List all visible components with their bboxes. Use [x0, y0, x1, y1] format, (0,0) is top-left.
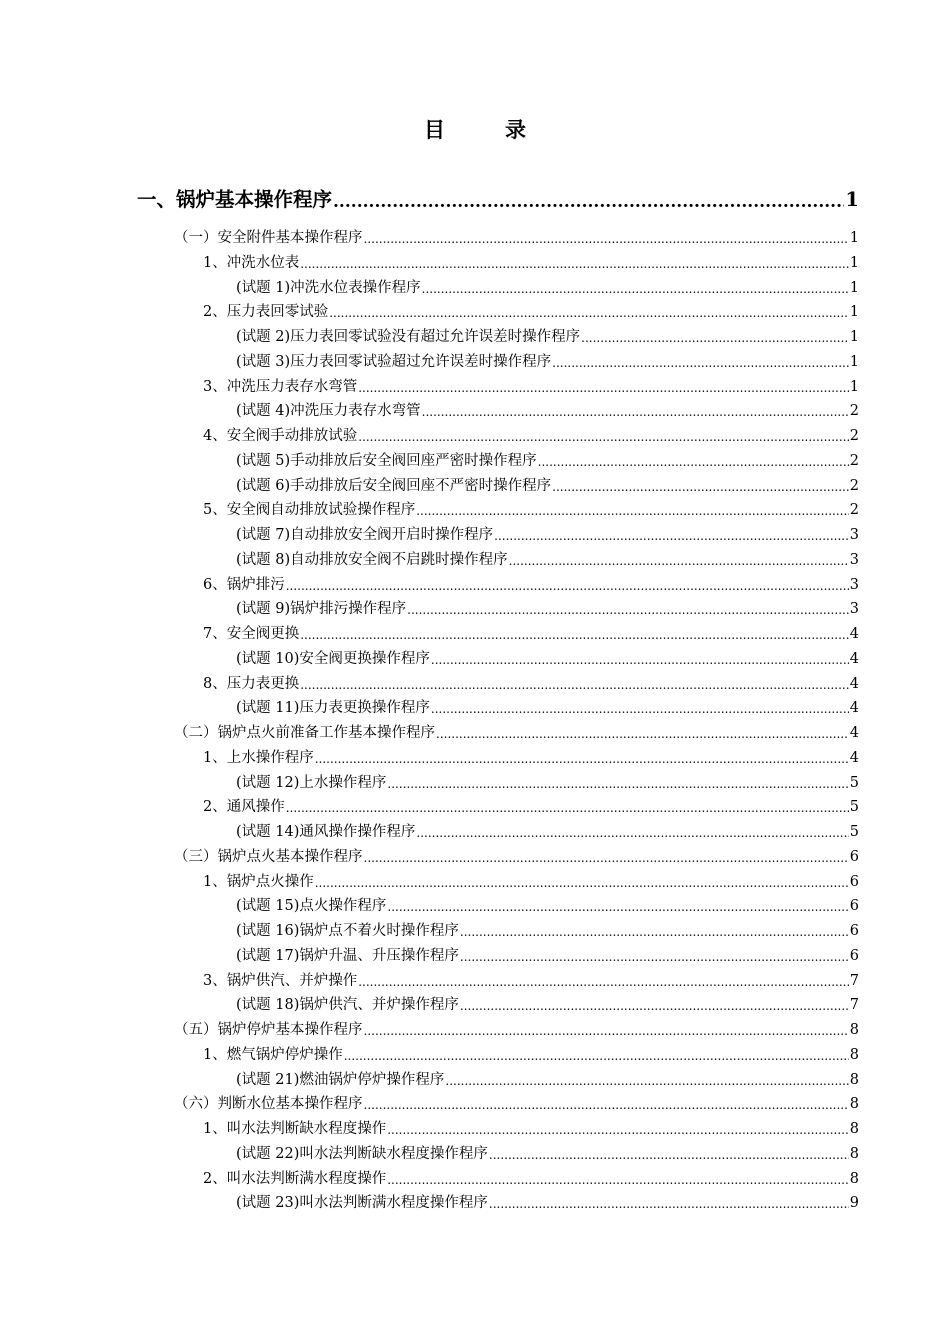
toc-dot-leader	[431, 653, 849, 668]
toc-dot-leader	[431, 702, 849, 717]
toc-dot-leader	[407, 603, 849, 618]
toc-entry[interactable]	[203, 625, 859, 643]
toc-entry-title: 8、压力表更换	[203, 675, 300, 692]
toc-entry[interactable]	[236, 452, 859, 470]
toc-dot-leader	[445, 1074, 848, 1089]
toc-entry[interactable]	[203, 873, 859, 891]
toc-entry-page-number: 1	[849, 353, 859, 370]
toc-entry[interactable]	[236, 526, 859, 544]
toc-entry-title: (试题 21)燃油锅炉停炉操作程序	[236, 1071, 445, 1088]
toc-entry[interactable]	[236, 328, 859, 346]
toc-entry-page-number: 8	[849, 1145, 859, 1162]
toc-entry[interactable]	[236, 922, 859, 940]
toc-entry[interactable]	[203, 254, 859, 272]
toc-dot-leader	[538, 455, 849, 470]
toc-entry-page-number: 8	[849, 1022, 859, 1038]
toc-entry-title: （三）锅炉点火基本操作程序	[174, 848, 363, 865]
toc-dot-leader	[333, 192, 844, 212]
toc-dot-leader	[387, 777, 848, 792]
toc-dot-leader	[315, 752, 849, 767]
page-title	[0, 114, 950, 144]
toc-entry-page-number: 6	[849, 947, 859, 964]
title-char-1: 目	[424, 117, 445, 142]
toc-dot-leader	[387, 1123, 849, 1138]
toc-entry-page-number: 1	[849, 378, 859, 395]
toc-entry-title: 6、锅炉排污	[203, 576, 285, 593]
toc-dot-leader	[329, 306, 849, 321]
toc-entry-title: 5、安全阀自动排放试验操作程序	[203, 502, 416, 519]
toc-entry-title: 3、锅炉供汽、并炉操作	[203, 972, 358, 989]
toc-entry-title: (试题 12)上水操作程序	[236, 774, 387, 791]
toc-dot-leader	[315, 876, 849, 891]
toc-entry-page-number: 3	[849, 576, 859, 593]
toc-entry-page-number: 5	[849, 799, 859, 816]
toc-dot-leader	[460, 950, 849, 965]
toc-entry-page-number: 2	[849, 502, 859, 519]
toc-entry-page-number: 8	[849, 1071, 859, 1088]
toc-entry[interactable]	[203, 576, 859, 594]
toc-entry[interactable]	[203, 501, 859, 519]
toc-entry[interactable]	[236, 1145, 859, 1163]
toc-entry-title: (试题 3)压力表回零试验超过允许误差时操作程序	[236, 353, 552, 370]
toc-entry[interactable]	[174, 724, 859, 742]
toc-entry[interactable]	[236, 1194, 859, 1212]
toc-entry-page-number: 1	[845, 188, 859, 211]
toc-entry-page-number: 4	[849, 626, 859, 642]
toc-entry[interactable]	[174, 1095, 859, 1113]
toc-dot-leader	[286, 579, 849, 594]
toc-entry-title: 1、燃气锅炉停炉操作	[203, 1046, 343, 1063]
toc-entry-page-number: 1	[849, 230, 859, 246]
toc-entry[interactable]	[203, 749, 859, 767]
toc-chapter-entry[interactable]	[137, 188, 859, 212]
toc-entry-title: 2、通风操作	[203, 799, 285, 816]
toc-entry-title: (试题 22)叫水法判断缺水程度操作程序	[236, 1145, 488, 1162]
toc-entry-page-number: 4	[849, 725, 859, 741]
toc-entry[interactable]	[236, 551, 859, 569]
toc-entry-title: 2、压力表回零试验	[203, 304, 329, 321]
toc-dot-leader	[286, 801, 849, 816]
toc-entry[interactable]	[203, 1046, 859, 1064]
toc-dot-leader	[460, 925, 849, 940]
toc-entry[interactable]	[203, 972, 859, 990]
toc-entry-title: （二）锅炉点火前准备工作基本操作程序	[174, 725, 435, 741]
toc-entry-page-number: 1	[849, 279, 859, 296]
toc-entry-page-number: 9	[849, 1195, 859, 1212]
toc-entry-page-number: 6	[849, 898, 859, 915]
toc-entry-title: (试题 8)自动排放安全阀不启跳时操作程序	[236, 551, 508, 568]
toc-dot-leader	[552, 356, 849, 371]
toc-entry[interactable]	[174, 848, 859, 866]
toc-dot-leader	[300, 628, 849, 643]
toc-dot-leader	[358, 975, 849, 990]
toc-entry-page-number: 6	[849, 873, 859, 890]
toc-entry-page-number: 2	[849, 477, 859, 494]
toc-entry-page-number: 1	[849, 329, 859, 345]
toc-entry[interactable]	[236, 1071, 859, 1089]
toc-entry[interactable]	[236, 699, 859, 717]
toc-entry-page-number: 2	[849, 428, 859, 444]
toc-entry[interactable]	[236, 996, 859, 1014]
toc-entry-page-number: 6	[849, 848, 859, 865]
toc-entry-title: （一）安全附件基本操作程序	[174, 230, 363, 246]
toc-entry-page-number: 7	[849, 997, 859, 1014]
toc-entry[interactable]	[203, 303, 859, 321]
toc-entry-page-number: 8	[849, 1170, 859, 1187]
toc-dot-leader	[416, 504, 849, 519]
title-char-2: 录	[505, 117, 526, 142]
toc-dot-leader	[489, 1197, 849, 1212]
toc-entry-title: (试题 2)压力表回零试验没有超过允许误差时操作程序	[236, 329, 581, 345]
toc-entry-page-number: 4	[849, 650, 859, 667]
toc-entry-title: (试题 1)冲洗水位表操作程序	[236, 279, 421, 296]
toc-dot-leader	[489, 1148, 849, 1163]
toc-entry-page-number: 8	[849, 1046, 859, 1063]
toc-entry-page-number: 8	[849, 1121, 859, 1137]
toc-entry[interactable]	[203, 1120, 859, 1138]
toc-entry-page-number: 2	[849, 452, 859, 469]
toc-entry-title: (试题 23)叫水法判断满水程度操作程序	[236, 1195, 488, 1212]
toc-entry-title: (试题 14)通风操作操作程序	[236, 824, 416, 840]
toc-entry[interactable]	[236, 402, 859, 420]
toc-dot-leader	[436, 727, 849, 742]
toc-entry[interactable]	[203, 378, 859, 396]
toc-entry[interactable]	[203, 427, 859, 445]
toc-dot-leader	[358, 381, 849, 396]
toc-entry-title: 一、锅炉基本操作程序	[137, 188, 333, 211]
toc-dot-leader	[364, 232, 849, 247]
toc-entry-title: (试题 11)压力表更换操作程序	[236, 700, 430, 717]
toc-entry-title: (试题 15)点火操作程序	[236, 898, 387, 915]
toc-entry-page-number: 1	[849, 254, 859, 271]
toc-entry-title: (试题 18)锅炉供汽、并炉操作程序	[236, 997, 459, 1014]
toc-entry-title: (试题 7)自动排放安全阀开启时操作程序	[236, 527, 494, 543]
toc-entry[interactable]	[236, 650, 859, 668]
toc-entry-page-number: 7	[849, 972, 859, 989]
toc-entry-title: (试题 16)锅炉点不着火时操作程序	[236, 923, 459, 939]
toc-entry[interactable]	[203, 1170, 859, 1188]
toc-entry-page-number: 1	[849, 304, 859, 321]
toc-entry[interactable]	[236, 477, 859, 495]
toc-entry-page-number: 4	[849, 749, 859, 766]
toc-entry[interactable]	[203, 675, 859, 693]
toc-dot-leader	[387, 1173, 849, 1188]
toc-dot-leader	[509, 554, 849, 569]
toc-entry-page-number: 3	[849, 601, 859, 618]
toc-entry[interactable]	[236, 897, 859, 915]
toc-dot-leader	[422, 282, 849, 297]
toc-dot-leader	[422, 405, 849, 420]
toc-entry-title: 1、叫水法判断缺水程度操作	[203, 1121, 387, 1137]
toc-entry[interactable]	[236, 774, 859, 792]
toc-dot-leader	[300, 257, 849, 272]
toc-entry-title: （六）判断水位基本操作程序	[174, 1096, 363, 1113]
toc-dot-leader	[358, 430, 849, 445]
toc-entry-title: (试题 6)手动排放后安全阀回座不严密时操作程序	[236, 477, 552, 494]
toc-entry-title: (试题 5)手动排放后安全阀回座严密时操作程序	[236, 452, 537, 469]
toc-dot-leader	[364, 1024, 849, 1039]
toc-entry[interactable]	[174, 229, 859, 247]
toc-dot-leader	[364, 1098, 849, 1113]
toc-entry-title: (试题 10)安全阀更换操作程序	[236, 650, 430, 667]
toc-entry[interactable]	[236, 823, 859, 841]
toc-dot-leader	[460, 999, 849, 1014]
toc-entry-title: 1、冲洗水位表	[203, 254, 300, 271]
toc-entry-page-number: 4	[849, 700, 859, 717]
toc-entry-page-number: 5	[849, 774, 859, 791]
toc-entry[interactable]	[236, 600, 859, 618]
toc-entry-page-number: 6	[849, 923, 859, 939]
toc-entry-title: 4、安全阀手动排放试验	[203, 428, 358, 444]
toc-entry-page-number: 3	[849, 551, 859, 568]
toc-entry[interactable]	[236, 947, 859, 965]
toc-entry-title: (试题 9)锅炉排污操作程序	[236, 601, 407, 618]
toc-entry[interactable]	[203, 798, 859, 816]
toc-dot-leader	[387, 900, 848, 915]
toc-entry-page-number: 2	[849, 403, 859, 420]
toc-entry-title: 1、锅炉点火操作	[203, 873, 314, 890]
toc-entry[interactable]	[236, 353, 859, 371]
toc-entry-title: 2、叫水法判断满水程度操作	[203, 1170, 387, 1187]
toc-entry-title: 1、上水操作程序	[203, 749, 314, 766]
toc-dot-leader	[300, 678, 849, 693]
toc-entry-title: (试题 4)冲洗压力表存水弯管	[236, 403, 421, 420]
toc-entry-page-number: 3	[849, 527, 859, 543]
toc-entry-title: （五）锅炉停炉基本操作程序	[174, 1022, 363, 1038]
toc-entry[interactable]	[174, 1021, 859, 1039]
toc-entry-title: (试题 17)锅炉升温、升压操作程序	[236, 947, 459, 964]
toc-dot-leader	[494, 529, 849, 544]
toc-dot-leader	[416, 826, 848, 841]
toc-entry-title: 3、冲洗压力表存水弯管	[203, 378, 358, 395]
toc-entry[interactable]	[236, 279, 859, 297]
toc-dot-leader	[581, 331, 849, 346]
toc-dot-leader	[552, 480, 849, 495]
toc-entry-page-number: 5	[849, 824, 859, 840]
toc-entry-page-number: 8	[849, 1096, 859, 1113]
toc-dot-leader	[344, 1049, 849, 1064]
toc-entry-title: 7、安全阀更换	[203, 626, 300, 642]
toc-dot-leader	[364, 851, 849, 866]
toc-entry-page-number: 4	[849, 675, 859, 692]
